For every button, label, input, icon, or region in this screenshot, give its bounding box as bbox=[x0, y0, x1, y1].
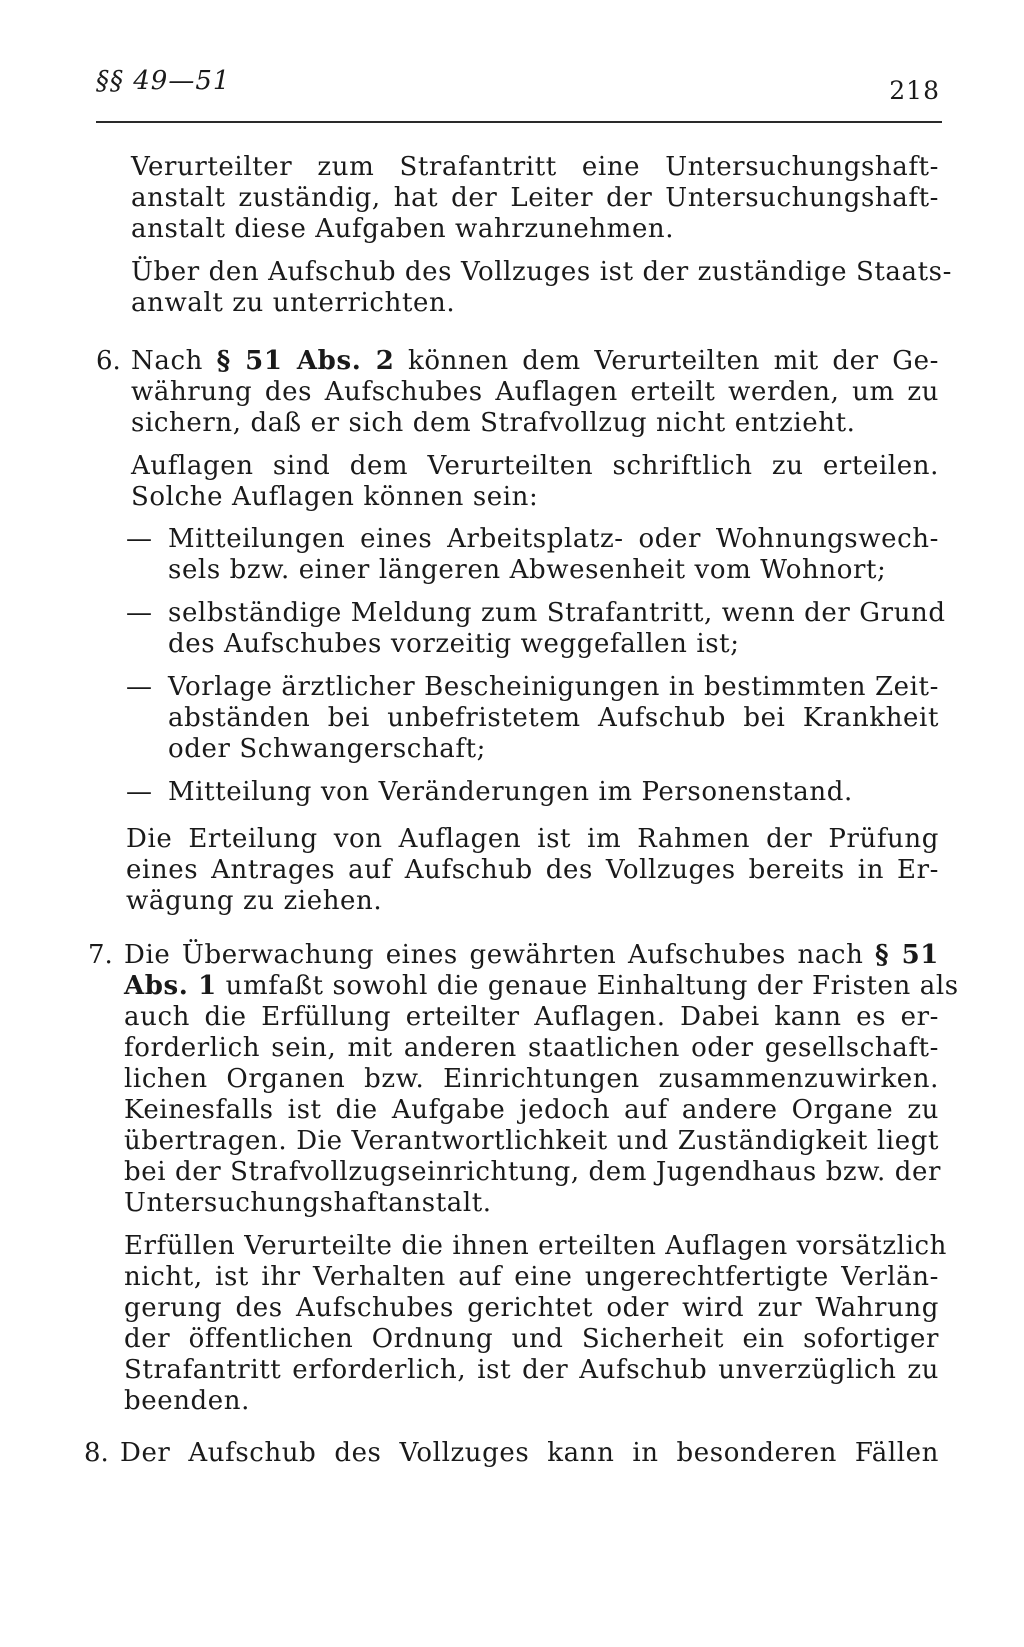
text-line: Die Erteilung von Auflagen ist im Rahmen der Prüfung bbox=[126, 824, 939, 854]
text-line: des Aufschubes vorzeitig weggefallen ist; bbox=[168, 629, 740, 659]
text-line: Mitteilung von Veränderungen im Personenstand. bbox=[168, 777, 853, 807]
section-reference: §§ 49—51 bbox=[96, 66, 231, 96]
text-line: Auflagen sind dem Verurteilten schriftlich zu erteilen. bbox=[131, 451, 939, 481]
text-line: auch die Erfüllung erteilter Auflagen. Dabei kann es er- bbox=[124, 1002, 939, 1032]
text-line: Keinesfalls ist die Aufgabe jedoch auf andere Organe zu bbox=[124, 1095, 939, 1125]
text-line: Solche Auflagen können sein: bbox=[131, 482, 539, 512]
text-line: anstalt zuständig, hat der Leiter der Untersuchungshaft- bbox=[131, 183, 939, 213]
text-line: bei der Strafvollzugseinrichtung, dem Jugendhaus bzw. der bbox=[124, 1157, 941, 1187]
text-line: Über den Aufschub des Vollzuges ist der zuständige Staats- bbox=[131, 257, 952, 287]
header-rule bbox=[96, 121, 942, 123]
text-line: forderlich sein, mit anderen staatlichen oder gesellschaft- bbox=[124, 1033, 939, 1063]
text-line: anwalt zu unterrichten. bbox=[131, 288, 456, 318]
text-line: übertragen. Die Verantwortlichkeit und Zuständigkeit liegt bbox=[124, 1126, 939, 1156]
text-line: oder Schwangerschaft; bbox=[168, 734, 487, 764]
text-line: Untersuchungshaftanstalt. bbox=[124, 1188, 492, 1218]
dash-marker: — bbox=[126, 672, 152, 702]
text-line: wägung zu ziehen. bbox=[126, 886, 383, 916]
text-line: Mitteilungen eines Arbeitsplatz- oder Wohnungswech- bbox=[168, 524, 939, 554]
text-line: sichern, daß er sich dem Strafvollzug nicht entzieht. bbox=[131, 408, 856, 438]
text-line: Strafantritt erforderlich, ist der Aufschub unverzüglich zu bbox=[124, 1355, 939, 1385]
item-number: 7. bbox=[88, 940, 113, 970]
dash-marker: — bbox=[126, 777, 152, 807]
dash-marker: — bbox=[126, 598, 152, 628]
dash-marker: — bbox=[126, 524, 152, 554]
text-line: selbständige Meldung zum Strafantritt, wenn der Grund bbox=[168, 598, 946, 628]
text-line: nicht, ist ihr Verhalten auf eine ungerechtfertigte Verlän- bbox=[124, 1262, 939, 1292]
item-number: 6. bbox=[96, 346, 121, 376]
text-line: Vorlage ärztlicher Bescheinigungen in bestimmten Zeit- bbox=[168, 672, 939, 702]
text-line: abständen bei unbefristetem Aufschub bei Krankheit bbox=[168, 703, 939, 733]
text-line: anstalt diese Aufgaben wahrzunehmen. bbox=[131, 214, 675, 244]
legal-reference: § 51 Abs. 2 bbox=[216, 346, 395, 376]
item-number: 8. bbox=[84, 1438, 109, 1468]
text-line: Abs. 1 umfaßt sowohl die genaue Einhaltung der Fristen als bbox=[124, 971, 959, 1001]
text-line: sels bzw. einer längeren Abwesenheit vom Wohnort; bbox=[168, 555, 887, 585]
text-line: Die Überwachung eines gewährten Aufschubes nach § 51 bbox=[124, 940, 939, 970]
text-line: Der Aufschub des Vollzuges kann in besonderen Fällen bbox=[120, 1438, 939, 1468]
text-line: Erfüllen Verurteilte die ihnen erteilten Auflagen vorsätzlich bbox=[124, 1231, 947, 1261]
text-line: lichen Organen bzw. Einrichtungen zusammenzuwirken. bbox=[124, 1064, 939, 1094]
text-line: eines Antrages auf Aufschub des Vollzuges bereits in Er- bbox=[126, 855, 939, 885]
text-line: der öffentlichen Ordnung und Sicherheit ein sofortiger bbox=[124, 1324, 939, 1354]
text-line: gerung des Aufschubes gerichtet oder wird zur Wahrung bbox=[124, 1293, 939, 1323]
legal-reference: § 51 bbox=[875, 940, 939, 970]
legal-reference: Abs. 1 bbox=[124, 971, 217, 1001]
text-line: währung des Aufschubes Auflagen erteilt werden, um zu bbox=[131, 377, 939, 407]
text-line: Verurteilter zum Strafantritt eine Untersuchungshaft- bbox=[131, 152, 939, 182]
page-number: 218 bbox=[889, 76, 940, 105]
text-line: beenden. bbox=[124, 1386, 251, 1416]
text-line: Nach § 51 Abs. 2 können dem Verurteilten mit der Ge- bbox=[131, 346, 939, 376]
